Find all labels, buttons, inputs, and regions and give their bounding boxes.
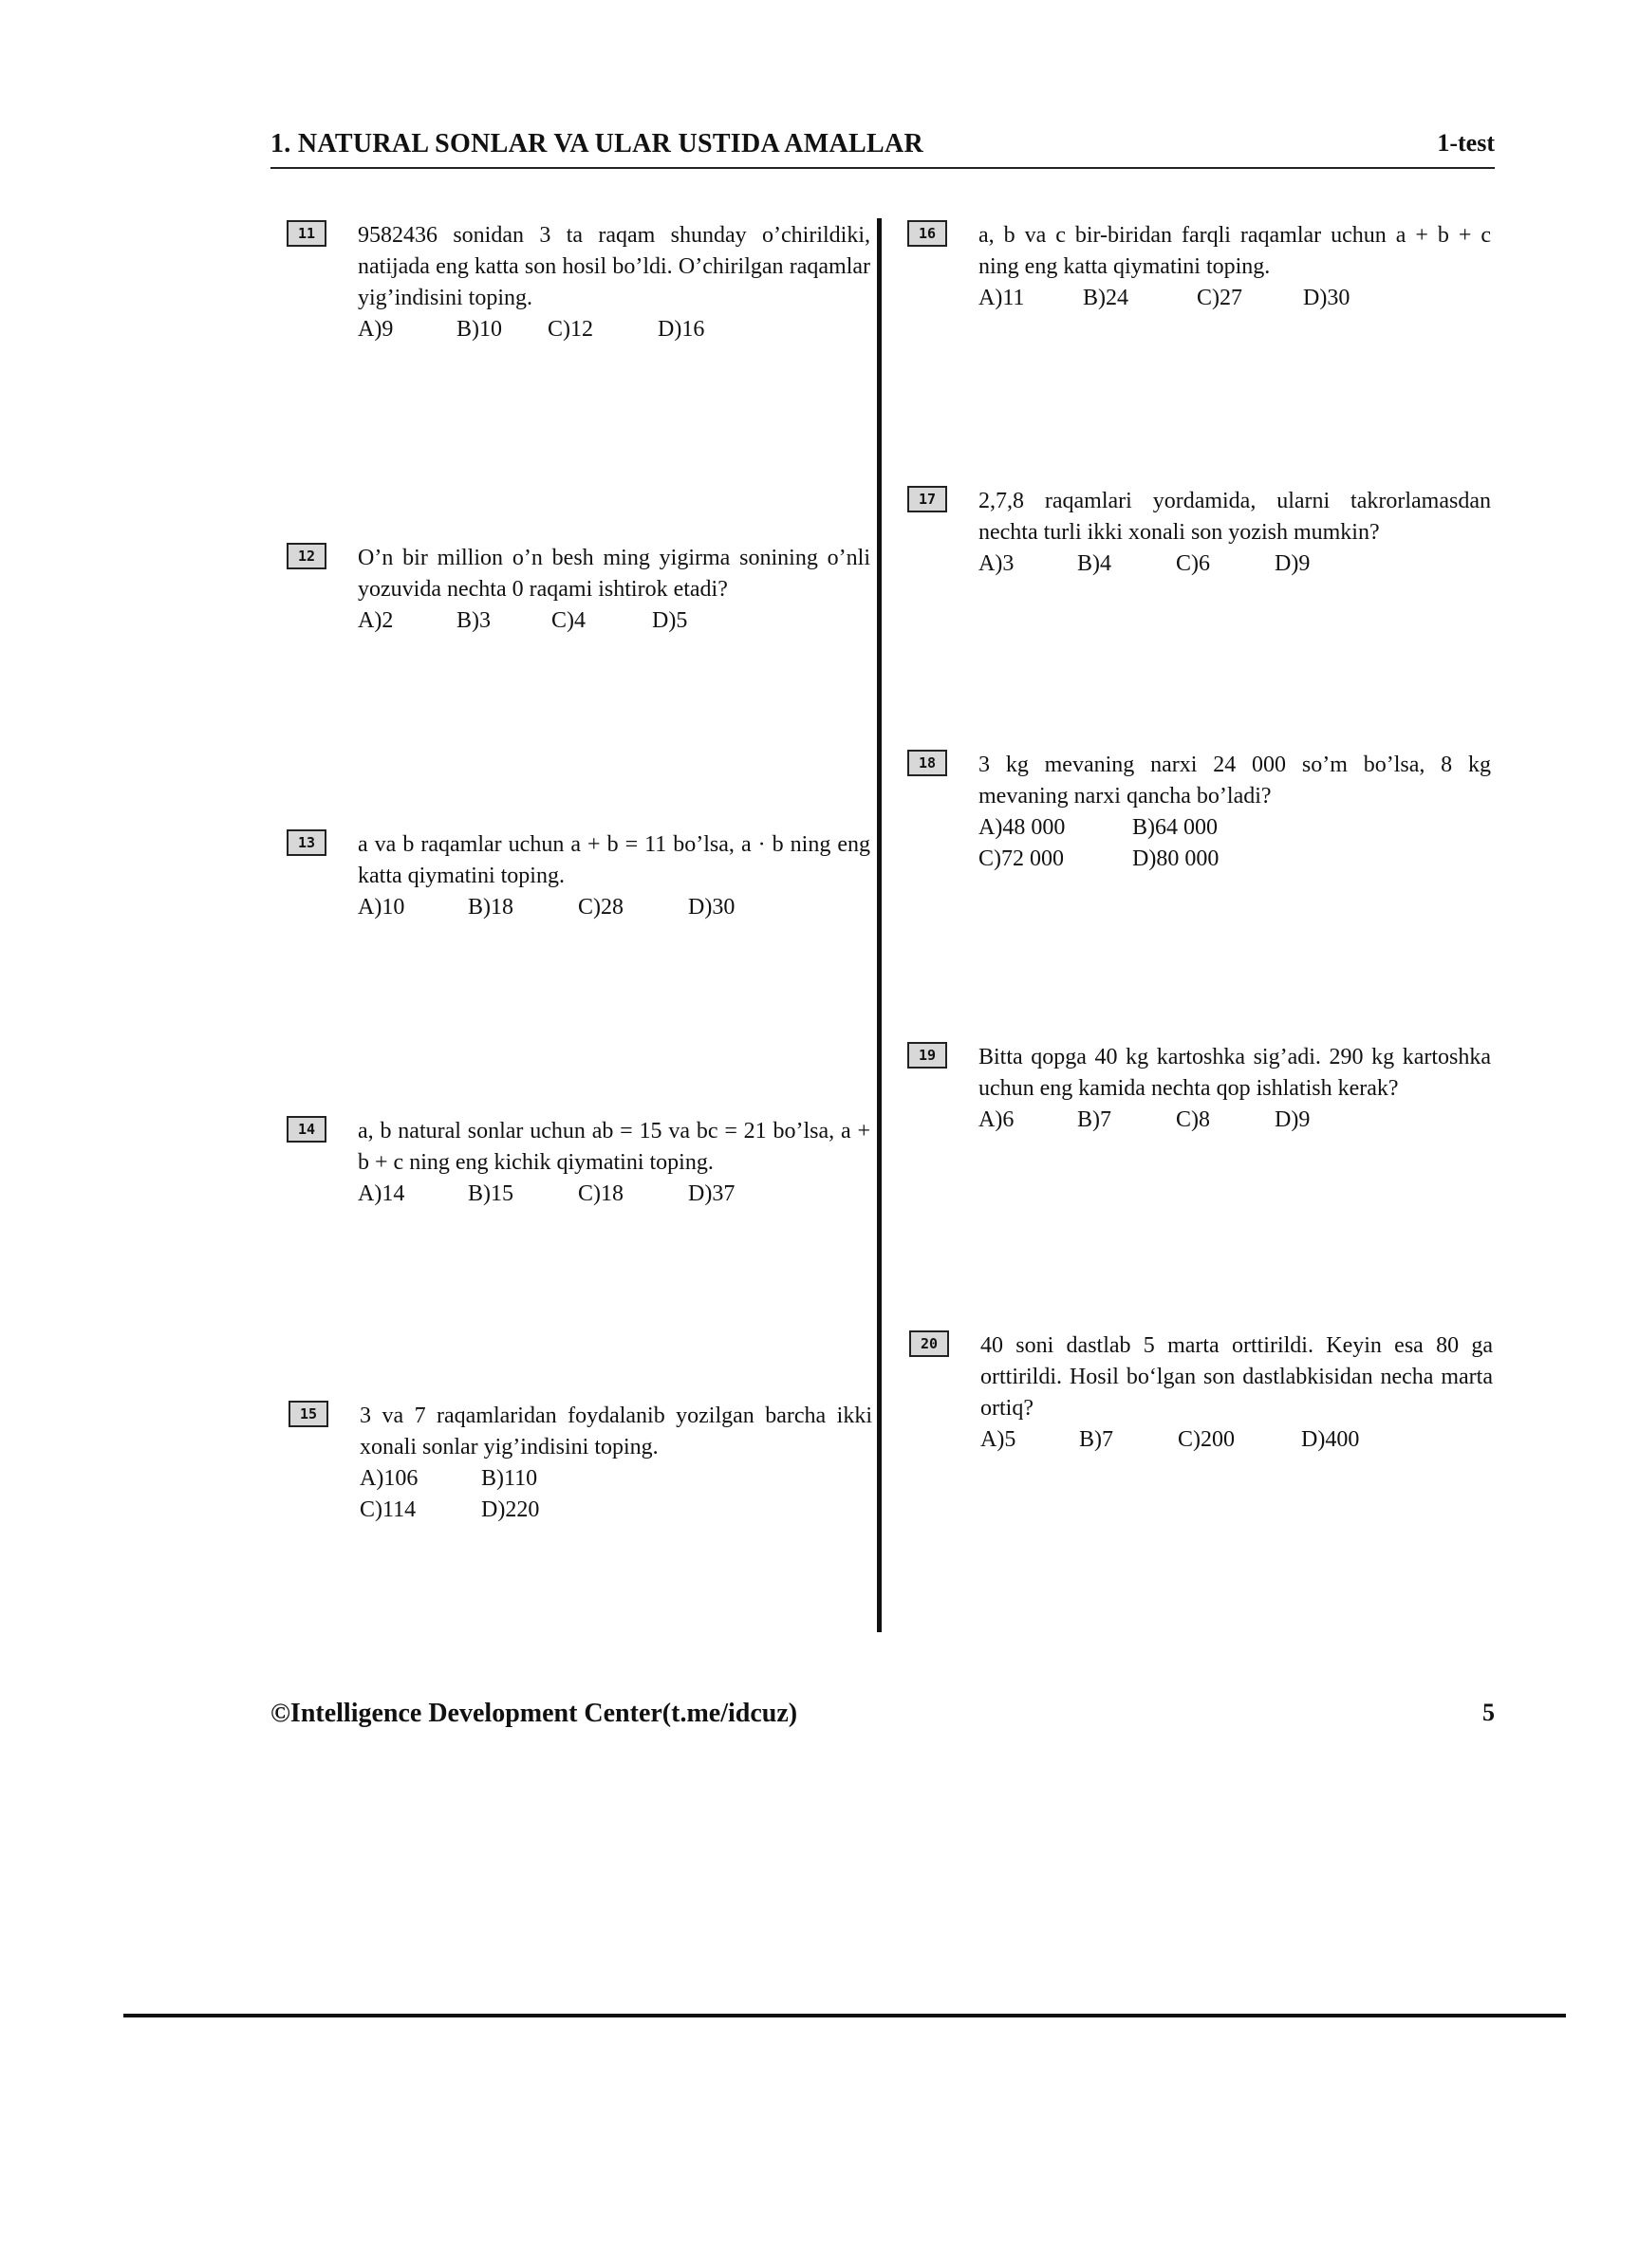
test-label: 1-test	[1437, 129, 1495, 157]
bottom-rule	[123, 2014, 1566, 2017]
answer-options	[978, 812, 1491, 875]
question-number-badge: 15	[289, 1401, 328, 1427]
question-text: 9582436 sonidan 3 ta raqam shunday o’chirildiki, natijada eng katta son hosil bo’ldi. O’chirilgan raqamlar yig’indisini toping.	[358, 223, 870, 310]
question-text: O’n bir million o’n besh ming yigirma sonining o’nli yozuvida nechta 0 raqami ishtirok etadi?	[358, 546, 870, 602]
answer-options	[358, 314, 870, 345]
option-a: A)11	[978, 286, 1025, 310]
question-number-badge: 19	[907, 1042, 947, 1069]
option-a: A)14	[358, 1181, 405, 1206]
option-b: B)24	[1083, 286, 1128, 310]
page-header	[270, 129, 1495, 167]
answer-options	[978, 283, 1491, 314]
answer-options	[358, 892, 870, 923]
option-c: C)4	[551, 608, 586, 633]
option-c: C)6	[1176, 551, 1210, 576]
option-b: B)3	[456, 608, 491, 633]
option-a: A)6	[978, 1107, 1015, 1132]
option-c: C)28	[578, 895, 624, 920]
option-c: C)27	[1197, 286, 1242, 310]
option-d: D)30	[688, 895, 736, 920]
option-b: B)15	[468, 1181, 513, 1206]
option-b: B)7	[1079, 1427, 1113, 1452]
answer-options	[978, 548, 1491, 580]
question-number-badge: 18	[907, 750, 947, 776]
question-text: 3 va 7 raqamlaridan foydalanib yozilgan barcha ikki xonali sonlar yig’indisini toping.	[360, 1404, 872, 1459]
option-d: D)220	[481, 1497, 540, 1522]
option-c: C)72 000	[978, 846, 1064, 871]
header-rule	[270, 167, 1495, 169]
question-text: a, b va c bir-biridan farqli raqamlar uchun a + b + c ning eng katta qiymatini toping.	[978, 223, 1491, 279]
copyright-text: ©Intelligence Development Center(t.me/idcuz)	[270, 1699, 798, 1728]
option-a: A)48 000	[978, 815, 1066, 840]
option-c: C)12	[548, 317, 593, 342]
page-footer	[270, 1699, 1495, 1737]
page-number: 5	[1482, 1699, 1495, 1726]
option-c: C)18	[578, 1181, 624, 1206]
option-b: B)10	[456, 317, 502, 342]
question-14	[297, 1116, 870, 1210]
section-title: 1. NATURAL SONLAR VA ULAR USTIDA AMALLAR	[270, 129, 924, 158]
question-17	[918, 486, 1491, 580]
question-text: 40 soni dastlab 5 marta orttirildi. Keyin esa 80 ga orttirildi. Hosil bo‘lgan son dastlabkisidan necha marta ortiq?	[980, 1333, 1493, 1421]
option-a: A)2	[358, 608, 394, 633]
answer-options	[360, 1463, 872, 1526]
question-number-badge: 11	[287, 220, 326, 247]
question-text: 3 kg mevaning narxi 24 000 so’m bo’lsa, 8 kg mevaning narxi qancha bo’ladi?	[978, 753, 1491, 809]
question-text: a va b raqamlar uchun a + b = 11 bo’lsa, a · b ning eng katta qiymatini toping.	[358, 832, 870, 888]
option-d: D)30	[1303, 286, 1350, 310]
answer-options	[358, 1179, 870, 1210]
question-text: a, b natural sonlar uchun ab = 15 va bc = 21 bo’lsa, a + b + c ning eng kichik qiymatini toping.	[358, 1119, 870, 1175]
question-16	[918, 220, 1491, 314]
option-d: D)16	[658, 317, 705, 342]
question-number-badge: 12	[287, 543, 326, 569]
option-c: C)114	[360, 1497, 417, 1522]
question-15	[299, 1401, 872, 1526]
option-a: A)10	[358, 895, 405, 920]
option-d: D)9	[1275, 1107, 1311, 1132]
option-a: A)9	[358, 317, 394, 342]
option-b: B)110	[481, 1466, 538, 1491]
column-divider	[877, 218, 882, 1632]
answer-options	[980, 1424, 1493, 1456]
option-d: D)37	[688, 1181, 736, 1206]
question-19	[918, 1042, 1491, 1136]
option-d: D)5	[652, 608, 688, 633]
option-b: B)64 000	[1132, 815, 1218, 840]
question-number-badge: 17	[907, 486, 947, 512]
option-a: A)5	[980, 1427, 1016, 1452]
option-c: C)8	[1176, 1107, 1210, 1132]
option-d: D)80 000	[1132, 846, 1220, 871]
question-number-badge: 13	[287, 829, 326, 856]
option-b: B)4	[1077, 551, 1111, 576]
answer-options	[978, 1105, 1491, 1136]
question-text: Bitta qopga 40 kg kartoshka sig’adi. 290 kg kartoshka uchun eng kamida nechta qop ishlatish kerak?	[978, 1045, 1491, 1101]
answer-options	[358, 605, 870, 637]
option-d: D)400	[1301, 1427, 1360, 1452]
question-12	[297, 543, 870, 637]
question-number-badge: 14	[287, 1116, 326, 1143]
question-13	[297, 829, 870, 923]
question-20	[920, 1330, 1493, 1456]
option-b: B)18	[468, 895, 513, 920]
option-c: C)200	[1178, 1427, 1235, 1452]
question-number-badge: 16	[907, 220, 947, 247]
question-18	[918, 750, 1491, 875]
question-text: 2,7,8 raqamlari yordamida, ularni takrorlamasdan nechta turli ikki xonali son yozish mumkin?	[978, 489, 1491, 545]
question-11	[297, 220, 870, 345]
option-a: A)3	[978, 551, 1015, 576]
option-b: B)7	[1077, 1107, 1111, 1132]
question-number-badge: 20	[909, 1330, 949, 1357]
option-a: A)106	[360, 1466, 419, 1491]
option-d: D)9	[1275, 551, 1311, 576]
